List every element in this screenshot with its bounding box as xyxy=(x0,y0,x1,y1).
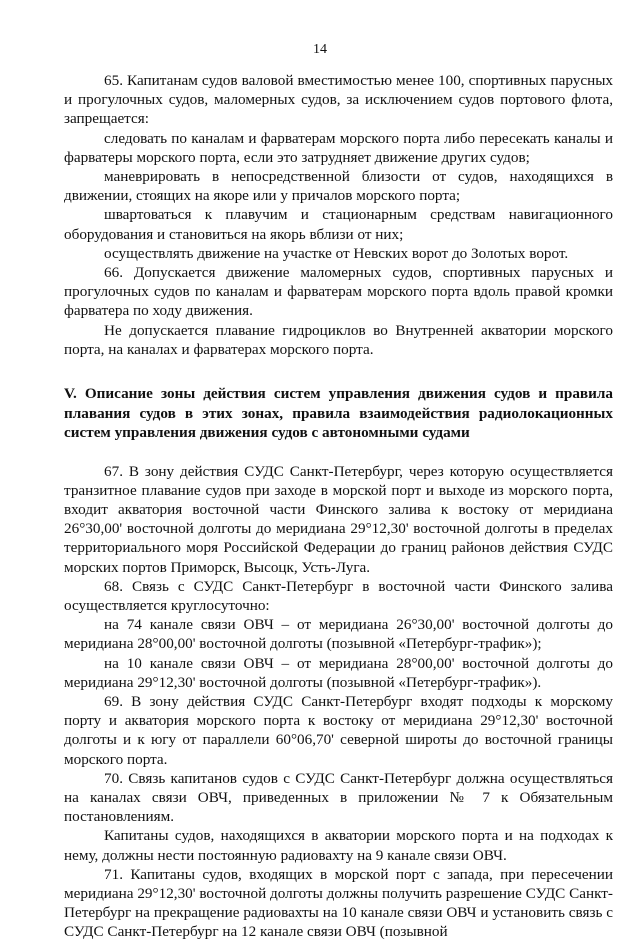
paragraph-68-item-1: на 74 канале связи ОВЧ – от меридиана 26°30,00' восточной долготы до меридиана 28°00,00' восточной долготы (позывной «Петербург-трафик»); xyxy=(64,616,613,653)
section-heading: V. Описание зоны действия систем управления движения судов и правила плавания судов в этих зонах, правила взаимодействия радиолокационных систем управления движения судов с автономными судами xyxy=(64,385,613,442)
paragraph-71: 71. Капитаны судов, входящих в морской порт с запада, при пересечении меридиана 29°12,30' восточной долготы должны получить разрешение СУДС Санкт-Петербург на прекращение радиовахты на 10 канале связи ОВЧ и установить связь с СУДС Санкт-Петербург на 12 канале связи ОВЧ (позывной xyxy=(64,865,613,941)
paragraph-67: 67. В зону действия СУДС Санкт-Петербург, через которую осуществляется транзитное плавание судов при заходе в морской порт и выходе из морского порта, входит акватория восточной части Финского залива к востоку от меридиана 26°30,00' восточной долготы до меридиана 29°12,30' восточной долготы в пределах территориального моря Российской Федерации до границ районов действия СУДС морских портов Приморск, Высоцк, Усть-Луга. xyxy=(64,462,613,576)
paragraph-70: 70. Связь капитанов судов с СУДС Санкт-Петербург должна осуществляться на каналах связи ОВЧ, приведенных в приложении № 7 к Обязательным постановлениям. xyxy=(64,769,613,826)
paragraph-68-item-2: на 10 канале связи ОВЧ – от меридиана 28°00,00' восточной долготы до меридиана 29°12,30' восточной долготы (позывной «Петербург-трафик»). xyxy=(64,654,613,691)
paragraph-65-item-3: швартоваться к плавучим и стационарным средствам навигационного оборудования и становиться на якорь вблизи от них; xyxy=(64,206,613,243)
page-number: 14 xyxy=(313,42,327,57)
paragraph-65: 65. Капитанам судов валовой вместимостью менее 100, спортивных парусных и прогулочных судов, маломерных судов, за исключением судов портового флота, запрещается: xyxy=(64,72,613,128)
paragraph-70-note: Капитаны судов, находящихся в акватории морского порта и на подходах к нему, должны нести постоянную радиовахту на 9 канале связи ОВЧ. xyxy=(64,827,613,864)
paragraph-65-item-2: маневрировать в непосредственной близости от судов, находящихся в движении, стоящих на якоре или у причалов морского порта; xyxy=(64,168,613,205)
paragraph-66-note: Не допускается плавание гидроциклов во Внутренней акватории морского порта, на каналах и фарватерах морского порта. xyxy=(64,321,613,358)
paragraph-68: 68. Связь с СУДС Санкт-Петербург в восточной части Финского залива осуществляется круглосуточно: xyxy=(64,577,613,614)
paragraph-66: 66. Допускается движение маломерных судов, спортивных парусных и прогулочных судов по каналам и фарватерам морского порта вдоль правой кромки фарватера по ходу движения. xyxy=(64,264,613,320)
document-body xyxy=(64,71,613,942)
paragraph-65-item-1: следовать по каналам и фарватерам морского порта либо пересекать каналы и фарватеры морского порта, если это затрудняет движение других судов; xyxy=(64,129,613,166)
paragraph-69: 69. В зону действия СУДС Санкт-Петербург входят подходы к морскому порту и акватория морского порта к востоку от меридиана 29°12,30' восточной долготы и к югу от параллели 60°06,70' северной широты до восточной границы морского порта. xyxy=(64,692,613,768)
paragraph-65-item-4: осуществлять движение на участке от Невских ворот до Золотых ворот. xyxy=(104,244,569,262)
